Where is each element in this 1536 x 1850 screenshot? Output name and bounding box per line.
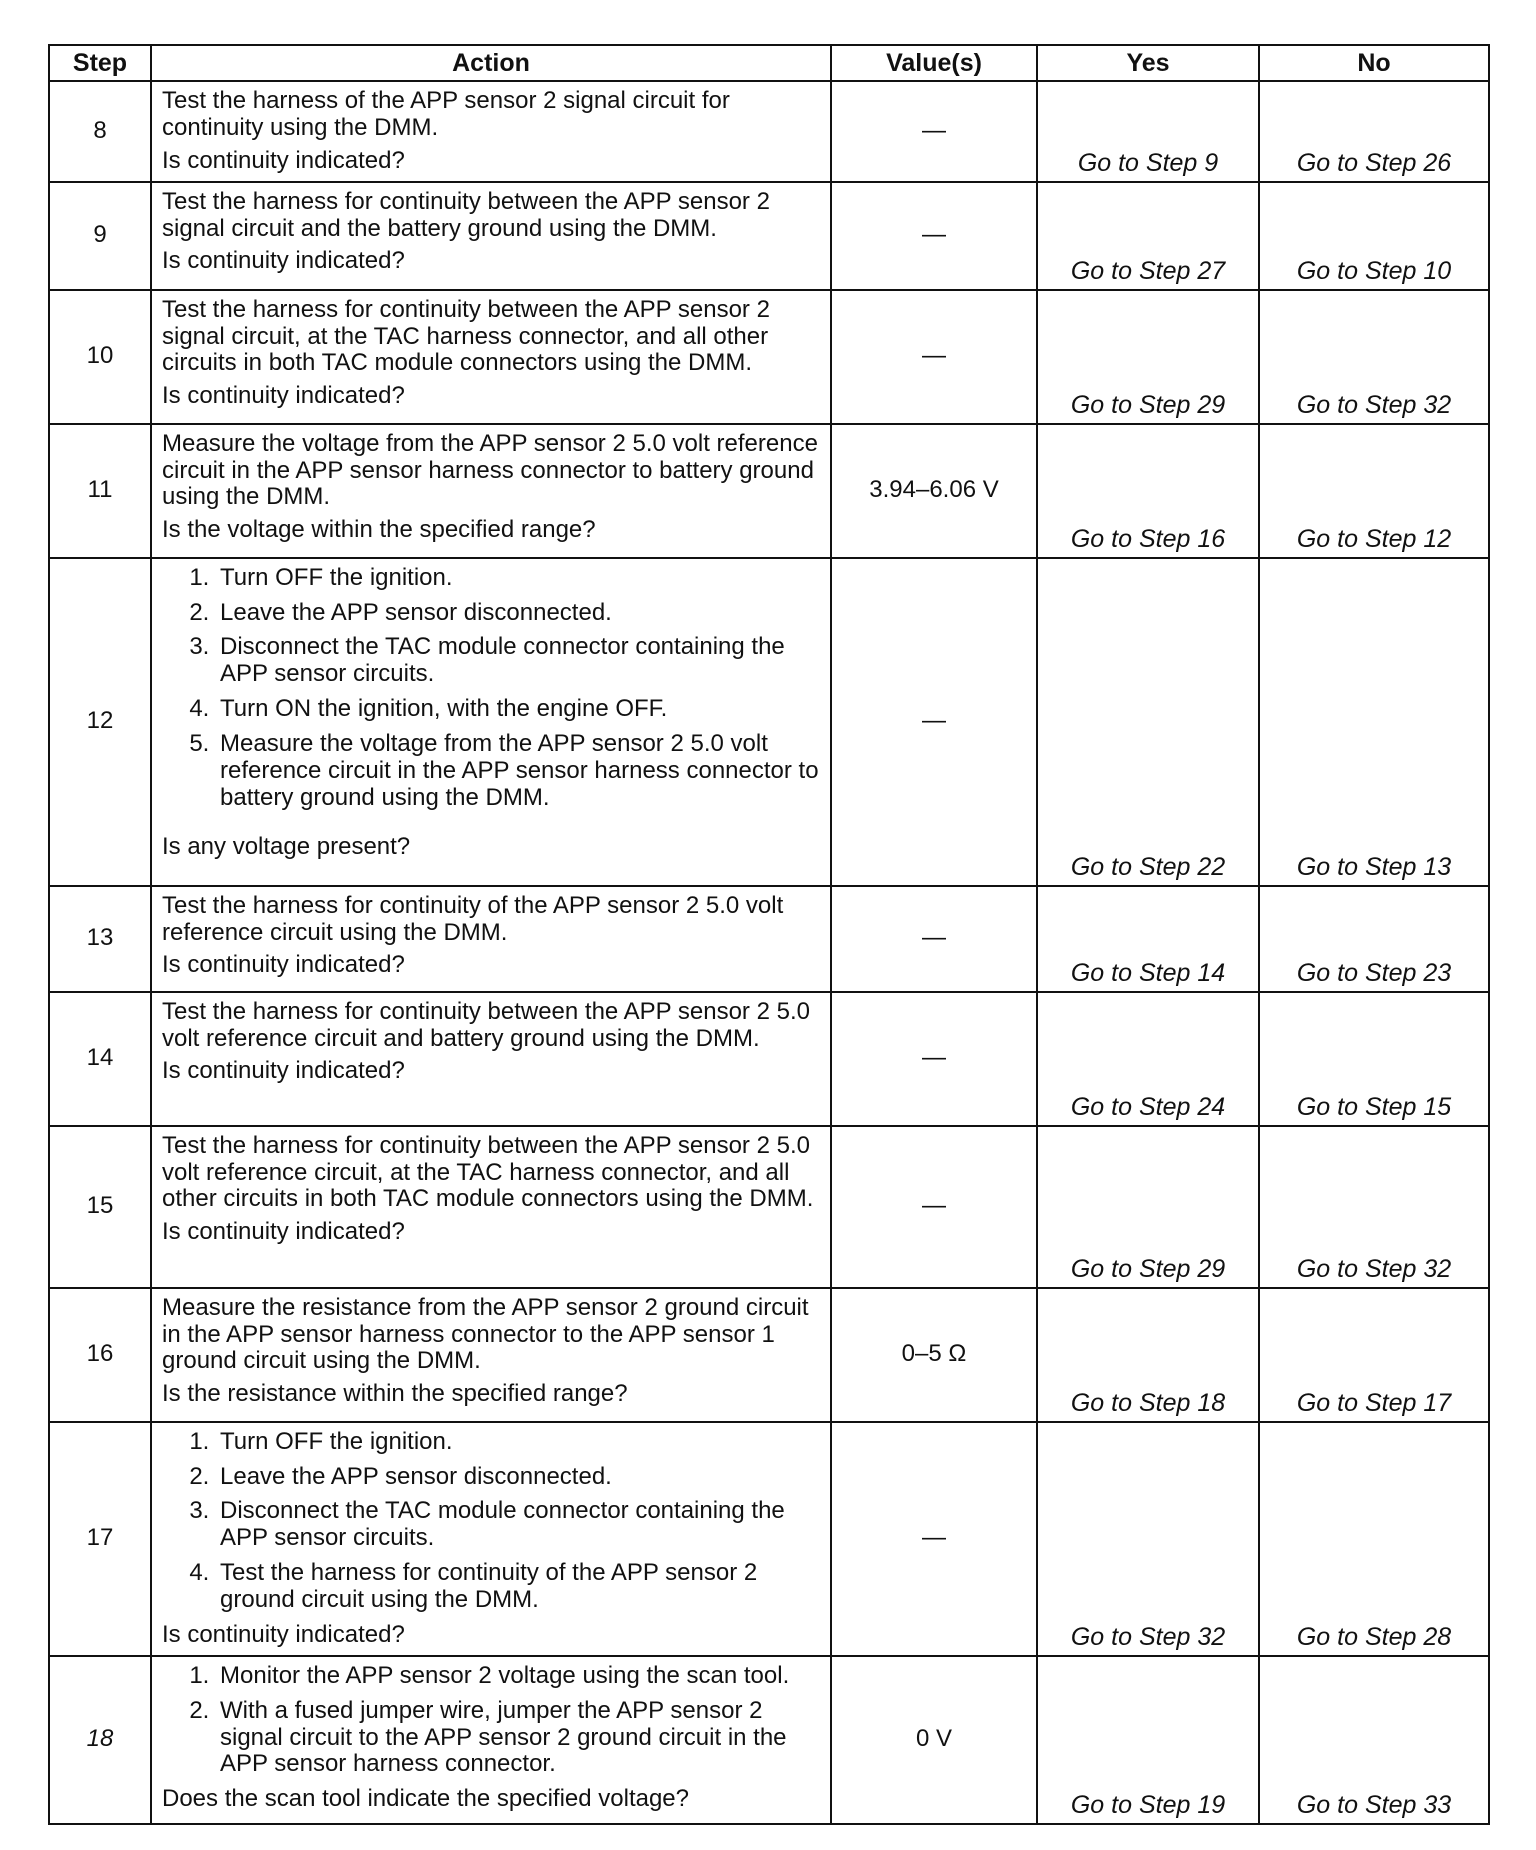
action-cell (151, 1422, 831, 1656)
value-cell: — (831, 1126, 1037, 1288)
table-row (49, 290, 1489, 424)
no-link[interactable]: Go to Step 26 (1259, 81, 1489, 182)
action-question: Is continuity indicated? (162, 1218, 405, 1246)
no-link[interactable]: Go to Step 33 (1259, 1656, 1489, 1824)
action-cell (151, 424, 831, 558)
list-item: 5. Measure the voltage from the APP sensor 2 5.0 volt reference circuit in the APP sensor harness connector to battery ground using the DMM. (216, 731, 820, 812)
list-item: 4. Test the harness for continuity of the APP sensor 2 ground circuit using the DMM. (216, 1560, 820, 1614)
table-row (49, 81, 1489, 182)
list-item: 1. Turn OFF the ignition. (216, 565, 820, 592)
step-number: 9 (49, 182, 151, 290)
yes-link[interactable]: Go to Step 29 (1037, 1126, 1259, 1288)
table-row (49, 1422, 1489, 1656)
yes-link[interactable]: Go to Step 16 (1037, 424, 1259, 558)
action-cell (151, 182, 831, 290)
step-number: 11 (49, 424, 151, 558)
list-item: 1. Turn OFF the ignition. (216, 1429, 820, 1456)
action-question: Is continuity indicated? (162, 382, 405, 410)
yes-link[interactable]: Go to Step 24 (1037, 992, 1259, 1126)
table-row (49, 558, 1489, 886)
action-cell (151, 886, 831, 992)
header-yes: Yes (1037, 45, 1259, 81)
yes-link[interactable]: Go to Step 9 (1037, 81, 1259, 182)
action-text: Test the harness for continuity between the APP sensor 2 signal circuit, at the TAC harness connector, and all other circuits in both TAC module connectors using the DMM. (162, 295, 770, 377)
yes-link[interactable]: Go to Step 19 (1037, 1656, 1259, 1824)
action-question: Is continuity indicated? (162, 247, 405, 275)
step-number: 8 (49, 81, 151, 182)
action-cell (151, 1126, 831, 1288)
action-question: Is continuity indicated? (162, 951, 405, 979)
step-number: 16 (49, 1288, 151, 1422)
action-question: Is continuity indicated? (162, 146, 405, 174)
action-cell (151, 558, 831, 886)
yes-link[interactable]: Go to Step 18 (1037, 1288, 1259, 1422)
action-text: Test the harness for continuity between the APP sensor 2 5.0 volt reference circuit, at the TAC harness connector, and all other circuits in both TAC module connectors using the DMM. (162, 1131, 814, 1213)
yes-link[interactable]: Go to Step 29 (1037, 290, 1259, 424)
action-steps-list (162, 565, 820, 812)
header-no: No (1259, 45, 1489, 81)
diagnostic-steps-table (48, 44, 1490, 1825)
value-cell: — (831, 81, 1037, 182)
no-link[interactable]: Go to Step 32 (1259, 1126, 1489, 1288)
value-cell: — (831, 1422, 1037, 1656)
action-text: Test the harness for continuity of the APP sensor 2 5.0 volt reference circuit using the DMM. (162, 891, 784, 946)
table-header-row (49, 45, 1489, 81)
table-row (49, 992, 1489, 1126)
no-link[interactable]: Go to Step 32 (1259, 290, 1489, 424)
header-step: Step (49, 45, 151, 81)
step-number: 12 (49, 558, 151, 886)
yes-link[interactable]: Go to Step 14 (1037, 886, 1259, 992)
value-cell: 0 V (831, 1656, 1037, 1824)
list-item: 2. Leave the APP sensor disconnected. (216, 1464, 820, 1491)
value-cell: — (831, 290, 1037, 424)
list-item: 3. Disconnect the TAC module connector containing the APP sensor circuits. (216, 634, 820, 688)
yes-link[interactable]: Go to Step 22 (1037, 558, 1259, 886)
step-number: 13 (49, 886, 151, 992)
value-cell: 0–5 Ω (831, 1288, 1037, 1422)
table-row (49, 1126, 1489, 1288)
action-text: Test the harness of the APP sensor 2 signal circuit for continuity using the DMM. (162, 87, 730, 141)
action-cell (151, 290, 831, 424)
list-item: 3. Disconnect the TAC module connector containing the APP sensor circuits. (216, 1498, 820, 1552)
value-cell: 3.94–6.06 V (831, 424, 1037, 558)
header-action: Action (151, 45, 831, 81)
table-row (49, 1656, 1489, 1824)
action-question: Is the resistance within the specified range? (162, 1380, 628, 1408)
action-cell (151, 81, 831, 182)
list-item: 2. Leave the APP sensor disconnected. (216, 600, 820, 627)
value-cell: — (831, 558, 1037, 886)
action-text: Test the harness for continuity between the APP sensor 2 signal circuit and the battery ground using the DMM. (162, 187, 770, 242)
no-link[interactable]: Go to Step 23 (1259, 886, 1489, 992)
action-cell (151, 992, 831, 1126)
list-item: 1. Monitor the APP sensor 2 voltage using the scan tool. (216, 1663, 820, 1690)
step-number: 14 (49, 992, 151, 1126)
no-link[interactable]: Go to Step 12 (1259, 424, 1489, 558)
diagnostic-table-page (48, 44, 1488, 1825)
yes-link[interactable]: Go to Step 32 (1037, 1422, 1259, 1656)
value-cell: — (831, 992, 1037, 1126)
action-text: Test the harness for continuity between the APP sensor 2 5.0 volt reference circuit and battery ground using the DMM. (162, 997, 810, 1052)
no-link[interactable]: Go to Step 28 (1259, 1422, 1489, 1656)
action-question: Is the voltage within the specified range? (162, 516, 596, 544)
action-question: Is any voltage present? (162, 832, 411, 860)
list-item: 4. Turn ON the ignition, with the engine OFF. (216, 696, 820, 723)
action-text: Measure the voltage from the APP sensor 2 5.0 volt reference circuit in the APP sensor harness connector to battery ground using the DMM. (162, 429, 818, 511)
action-cell (151, 1656, 831, 1824)
table-row (49, 182, 1489, 290)
list-item: 2. With a fused jumper wire, jumper the APP sensor 2 signal circuit to the APP sensor 2 ground circuit in the APP sensor harness connector. (216, 1698, 820, 1779)
table-row (49, 886, 1489, 992)
no-link[interactable]: Go to Step 17 (1259, 1288, 1489, 1422)
action-question: Is continuity indicated? (162, 1057, 405, 1085)
table-row (49, 1288, 1489, 1422)
step-number: 18 (49, 1656, 151, 1824)
no-link[interactable]: Go to Step 10 (1259, 182, 1489, 290)
no-link[interactable]: Go to Step 15 (1259, 992, 1489, 1126)
table-row (49, 424, 1489, 558)
header-values: Value(s) (831, 45, 1037, 81)
value-cell: — (831, 182, 1037, 290)
action-question: Does the scan tool indicate the specified voltage? (162, 1785, 690, 1813)
step-number: 10 (49, 290, 151, 424)
yes-link[interactable]: Go to Step 27 (1037, 182, 1259, 290)
action-steps-list (162, 1663, 820, 1779)
no-link[interactable]: Go to Step 13 (1259, 558, 1489, 886)
action-cell (151, 1288, 831, 1422)
action-text: Measure the resistance from the APP sensor 2 ground circuit in the APP sensor harness connector to the APP sensor 1 ground circuit using the DMM. (162, 1293, 809, 1375)
value-cell: — (831, 886, 1037, 992)
action-question: Is continuity indicated? (162, 1620, 405, 1648)
step-number: 17 (49, 1422, 151, 1656)
action-steps-list (162, 1429, 820, 1614)
step-number: 15 (49, 1126, 151, 1288)
